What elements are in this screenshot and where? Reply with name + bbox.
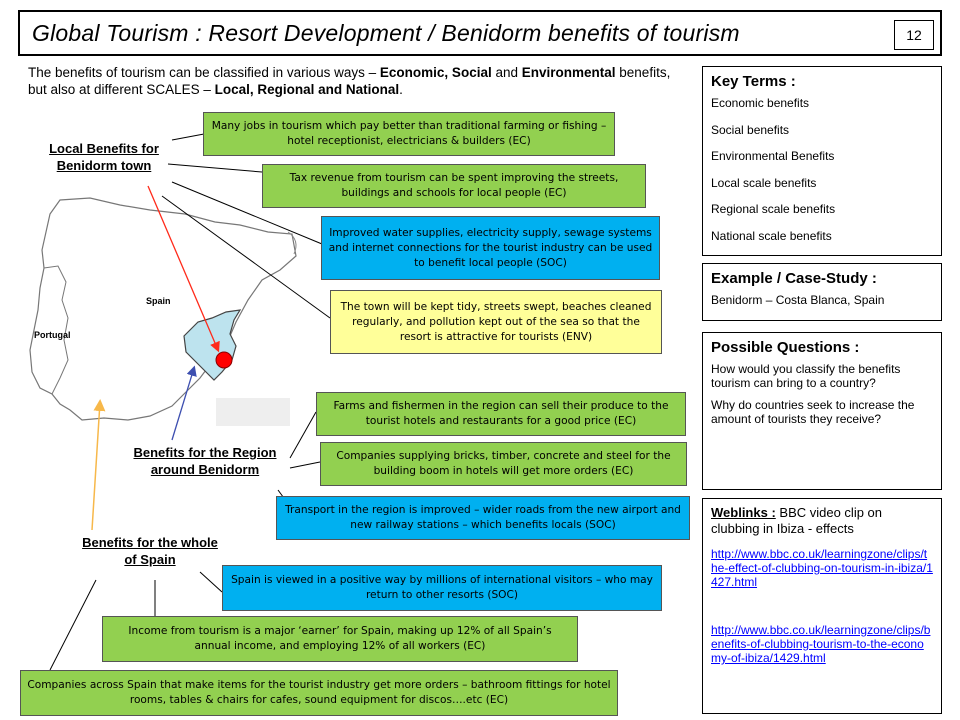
box-local-jobs: Many jobs in tourism which pay better than traditional farming or fishing – hotel receptionist, electricians & builders (EC) bbox=[203, 112, 615, 156]
key-term-item: National scale benefits bbox=[711, 228, 832, 243]
intro-text: The benefits of tourism can be classified in various ways – Economic, Social and Environmental benefits, but also at different SCALES – Local, Regional and National. bbox=[28, 65, 671, 97]
box-local-tidy: The town will be kept tidy, streets swept, beaches cleaned regularly, and pollution kept out of the sea so that the resort is attractive for tourists (ENV) bbox=[330, 290, 662, 354]
key-term-item: Regional scale benefits bbox=[711, 202, 836, 217]
question-item: How would you classify the benefits tourism can bring to a country? bbox=[711, 362, 901, 390]
key-terms-panel bbox=[702, 66, 942, 256]
weblinks-panel bbox=[702, 498, 942, 714]
question-item: Why do countries seek to increase the amount of tourists they receive? bbox=[711, 398, 915, 426]
spain-arrow bbox=[92, 402, 100, 530]
questions-heading: Possible Questions : bbox=[711, 339, 860, 356]
box-spain-viewed: Spain is viewed in a positive way by millions of international visitors – who may return to other resorts (SOC) bbox=[222, 565, 662, 611]
box-local-tax: Tax revenue from tourism can be spent improving the streets, buildings and schools for local people (EC) bbox=[262, 164, 646, 208]
map-caption-box bbox=[216, 398, 290, 426]
example-text: Benidorm – Costa Blanca, Spain bbox=[711, 293, 885, 307]
page-title: Global Tourism : Resort Development / Benidorm benefits of tourism bbox=[32, 20, 740, 46]
page-number: 12 bbox=[894, 20, 934, 50]
heading-local: Local Benefits for Benidorm town bbox=[49, 141, 159, 173]
weblink-1[interactable]: http://www.bbc.co.uk/learningzone/clips/the-effect-of-clubbing-on-tourism-in-ibiza/1427.html bbox=[711, 547, 933, 589]
box-spain-companies: Companies across Spain that make items for the tourist industry get more orders – bathroom fittings for hotel rooms, tables & chairs for cafes, sound equipment for discos….etc (EC) bbox=[20, 670, 618, 716]
box-local-water: Improved water supplies, electricity supply, sewage systems and internet connections for the tourist industry can be used to benefit local people (SOC) bbox=[321, 216, 660, 280]
heading-spain: Benefits for the whole of Spain bbox=[82, 535, 218, 567]
weblinks-label: Weblinks : bbox=[711, 505, 776, 520]
benidorm-marker bbox=[216, 352, 232, 368]
box-region-bricks: Companies supplying bricks, timber, concrete and steel for the building boom in hotels will get more orders (EC) bbox=[320, 442, 687, 486]
key-term-item: Economic benefits bbox=[711, 96, 810, 110]
spain-outline bbox=[30, 198, 296, 420]
portugal-label: Portugal bbox=[34, 330, 71, 340]
example-panel bbox=[702, 263, 942, 321]
box-spain-income: Income from tourism is a major ‘earner’ for Spain, making up 12% of all Spain’s annual income, and employing 12% of all workers (EC) bbox=[102, 616, 578, 662]
questions-panel bbox=[702, 332, 942, 490]
heading-region: Benefits for the Region around Benidorm bbox=[133, 445, 277, 477]
key-term-item: Local scale benefits bbox=[711, 175, 817, 190]
box-region-farms: Farms and fishermen in the region can sell their produce to the tourist hotels and restaurants for a good price (EC) bbox=[316, 392, 686, 436]
weblinks-desc: Weblinks : BBC video clip on clubbing in Ibiza - effects bbox=[711, 505, 883, 536]
key-terms-heading: Key Terms : bbox=[711, 73, 796, 90]
box-region-transport: Transport in the region is improved – wider roads from the new airport and new railway stations – which benefits locals (SOC) bbox=[276, 496, 690, 540]
spain-label: Spain bbox=[146, 296, 171, 306]
key-term-item: Social benefits bbox=[711, 122, 790, 137]
key-term-item: Environmental Benefits bbox=[711, 149, 835, 164]
example-heading: Example / Case-Study : bbox=[711, 270, 877, 287]
weblink-2[interactable]: http://www.bbc.co.uk/learningzone/clips/benefits-of-clubbing-tourism-to-the-economy-of-ibiza/1429.html bbox=[711, 623, 931, 665]
